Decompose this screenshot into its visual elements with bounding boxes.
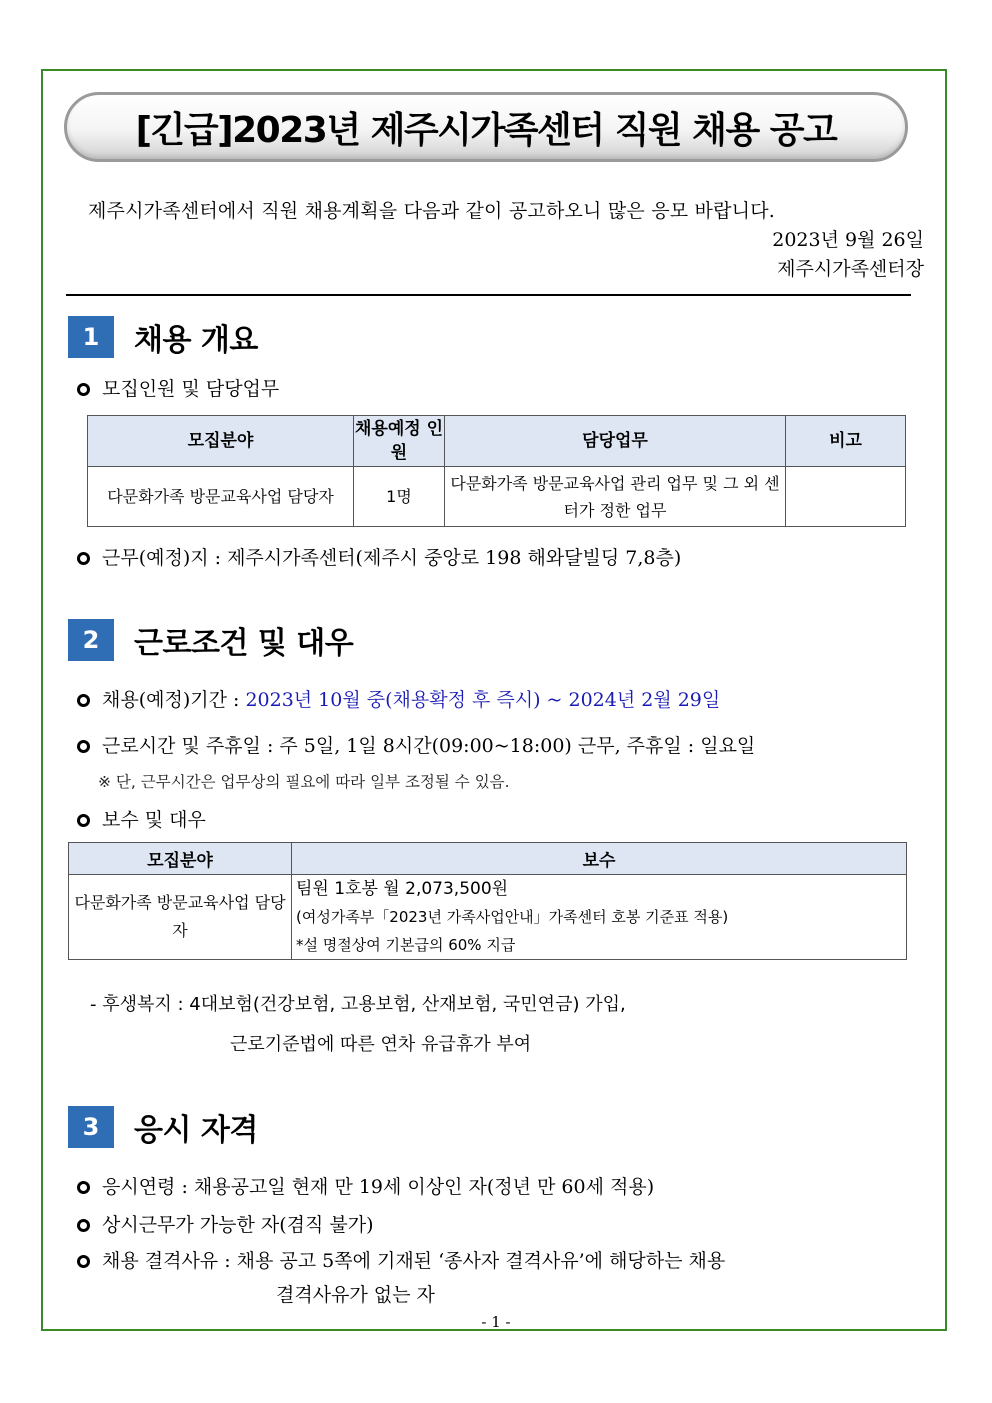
table-cell: 1명 — [354, 467, 445, 527]
table-header: 채용예정 인원 — [354, 416, 445, 467]
section-number: 1 — [68, 316, 114, 358]
bullet-hours — [77, 731, 755, 758]
divider — [66, 294, 911, 296]
bullet-label: 채용(예정)기간 : — [102, 689, 240, 711]
circle-bullet-icon — [77, 1255, 90, 1268]
table-cell: 다문화가족 방문교육사업 관리 업무 및 그 외 센터가 정한 업무 — [445, 467, 786, 527]
table-header-row — [88, 416, 906, 467]
welfare-line: - 후생복지 : 4대보험(건강보험, 고용보험, 산재보험, 국민연금) 가입, — [90, 994, 626, 1015]
circle-bullet-icon — [77, 694, 90, 707]
pay-line: (여성가족부「2023년 가족사업안내」가족센터 호봉 기준표 적용) — [296, 908, 729, 926]
bullet-text: 상시근무가 가능한 자(겸직 불가) — [102, 1214, 374, 1236]
circle-bullet-icon — [77, 740, 90, 753]
section-1-heading — [68, 316, 258, 358]
table-header-row — [69, 843, 907, 875]
table-cell — [292, 875, 907, 960]
table-cell — [786, 467, 906, 527]
bullet-text: 근무(예정)지 : 제주시가족센터(제주시 중앙로 198 해와달빌딩 7,8층) — [102, 547, 682, 569]
signature: 제주시가족센터장 — [777, 258, 924, 280]
table-row — [69, 875, 907, 960]
bullet-recruitment — [77, 374, 279, 401]
bullet-text: 채용 결격사유 : 채용 공고 5쪽에 기재된 ‘종사자 결격사유’에 해당하는 채용 — [102, 1250, 726, 1272]
hours-note: ※ 단, 근무시간은 업무상의 필요에 따라 일부 조정될 수 있음. — [98, 773, 510, 791]
bullet-text: 보수 및 대우 — [102, 809, 206, 831]
circle-bullet-icon — [77, 1181, 90, 1194]
table-header: 비고 — [786, 416, 906, 467]
bullet-period — [77, 685, 720, 712]
bullet-text: 모집인원 및 담당업무 — [102, 378, 280, 400]
bullet-workplace — [77, 543, 681, 570]
announcement-date: 2023년 9월 26일 — [772, 229, 924, 251]
bullet-disqualification — [77, 1246, 725, 1273]
section-number: 3 — [68, 1106, 114, 1148]
bullet-text: 응시연령 : 채용공고일 현재 만 19세 이상인 자(정년 만 60세 적용) — [102, 1176, 655, 1198]
welfare-line: 근로기준법에 따른 연차 유급휴가 부여 — [230, 1034, 532, 1055]
title-banner — [64, 92, 908, 162]
section-title: 채용 개요 — [134, 323, 258, 358]
page-title: [긴급]2023년 제주시가족센터 직원 채용 공고 — [135, 109, 837, 151]
table-cell: 다문화가족 방문교육사업 담당자 — [88, 467, 354, 527]
section-title: 응시 자격 — [134, 1113, 258, 1148]
period-value: 2023년 10월 중(채용확정 후 즉시) ~ 2024년 2월 29일 — [245, 689, 721, 711]
circle-bullet-icon — [77, 1219, 90, 1232]
pay-line: 팀원 1호봉 월 2,073,500원 — [296, 879, 509, 899]
table-header: 담당업무 — [445, 416, 786, 467]
disqualification-continuation: 결격사유가 없는 자 — [276, 1284, 435, 1306]
section-3-heading — [68, 1106, 258, 1148]
table-header: 보수 — [292, 843, 907, 875]
section-2-heading — [68, 619, 353, 661]
section-number: 2 — [68, 619, 114, 661]
bullet-text: 근로시간 및 주휴일 : 주 5일, 1일 8시간(09:00~18:00) 근무, 주휴일 : 일요일 — [102, 735, 756, 757]
table-header: 모집분야 — [88, 416, 354, 467]
bullet-age — [77, 1172, 654, 1199]
circle-bullet-icon — [77, 552, 90, 565]
intro-text: 제주시가족센터에서 직원 채용계획을 다음과 같이 공고하오니 많은 응모 바랍니다. — [88, 200, 775, 222]
bullet-fulltime — [77, 1210, 374, 1237]
page-number: - 1 - — [481, 1313, 511, 1331]
section-title: 근로조건 및 대우 — [134, 626, 354, 661]
circle-bullet-icon — [77, 383, 90, 396]
pay-line: *설 명절상여 기본급의 60% 지급 — [296, 936, 516, 954]
pay-table — [68, 842, 907, 960]
table-header: 모집분야 — [69, 843, 292, 875]
table-cell: 다문화가족 방문교육사업 담당자 — [69, 875, 292, 960]
bullet-pay — [77, 805, 206, 832]
circle-bullet-icon — [77, 814, 90, 827]
table-row — [88, 467, 906, 527]
recruitment-table — [87, 415, 906, 527]
